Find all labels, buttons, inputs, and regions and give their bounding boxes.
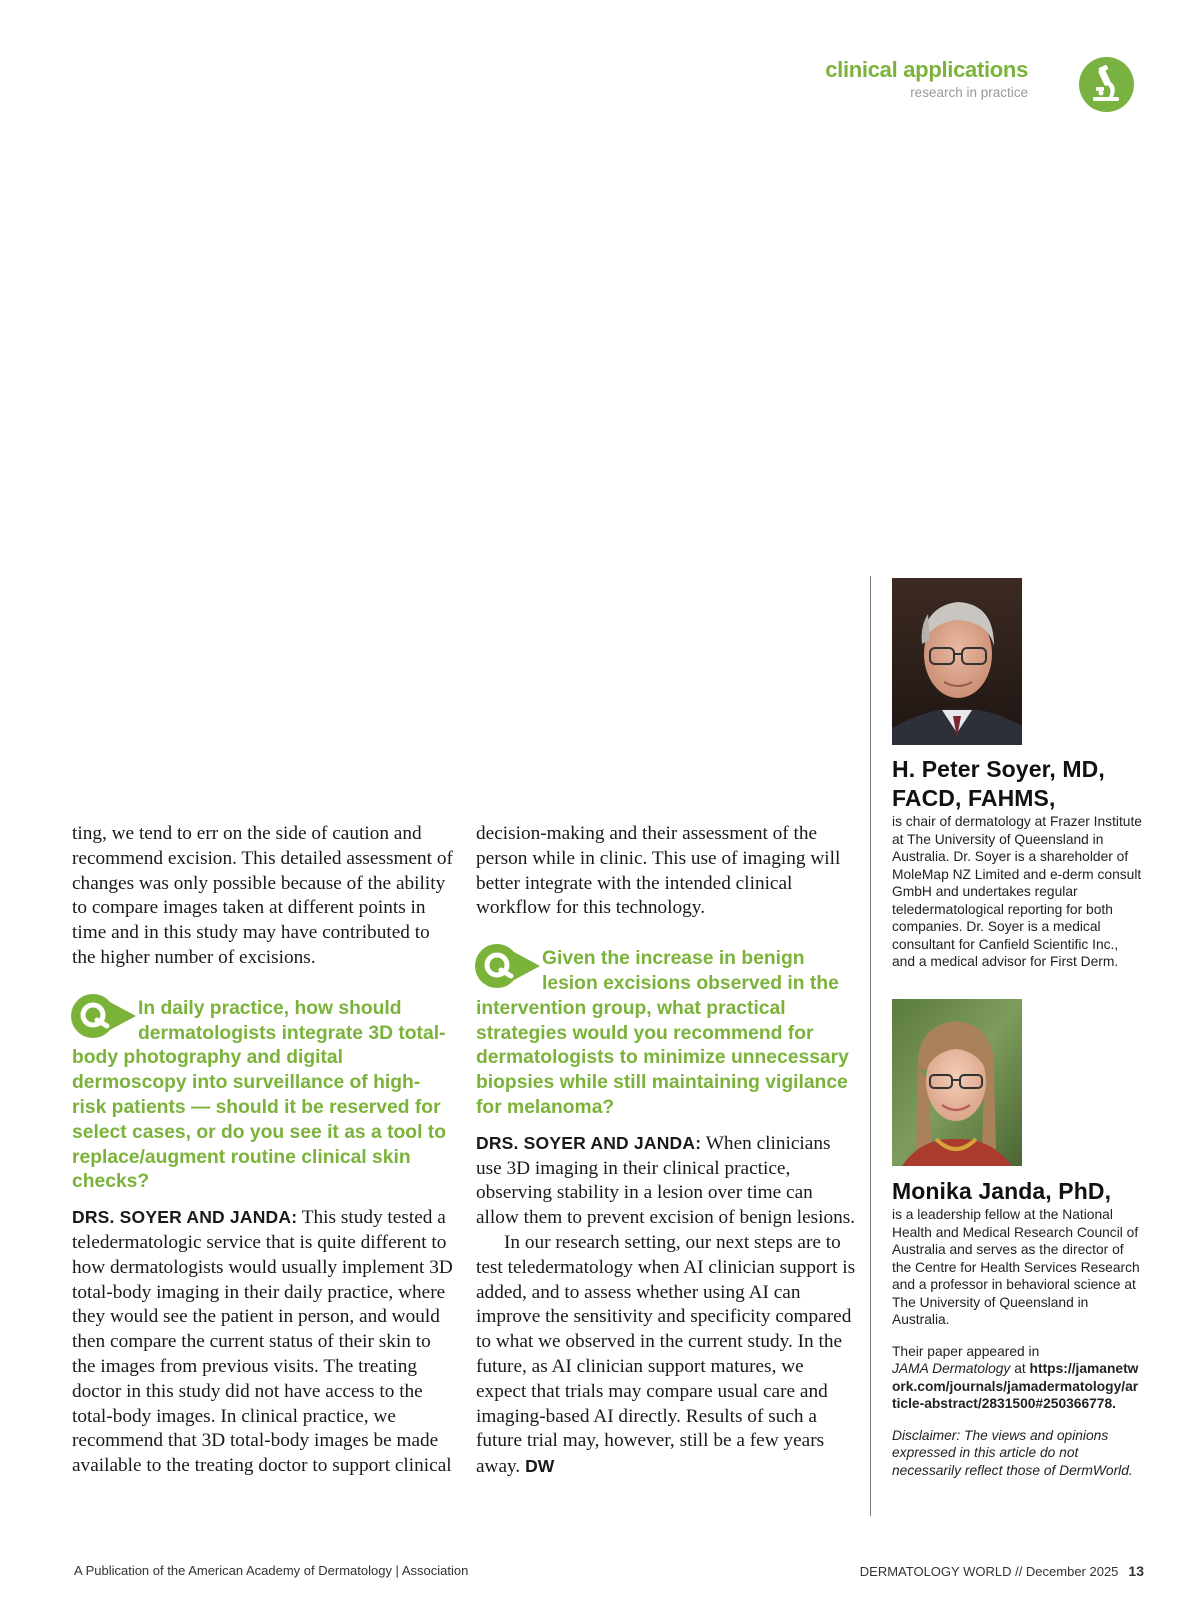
journal-name: JAMA Dermatology [892,1361,1011,1376]
footer-issue [860,1563,1144,1579]
page-number: 13 [1128,1563,1144,1579]
footer-issue-text: DERMATOLOGY WORLD // December 2025 [859,1564,1119,1579]
question-text: Given the increase in benign lesion excisions observed in the intervention group, what practical strategies would you recommend for dermatologists to minimize unnecessary biopsies while still maintaining vigilance for melanoma? [476,948,849,1118]
author-name: H. Peter Soyer, MD, FACD, FAHMS, [892,756,1105,811]
question-block [72,997,454,1195]
answer-text: This study tested a teledermatologic service that is quite different to how dermatologists would usually implement 3D total-body imaging in their daily practice, where they would see the patient in person, and would then compare the current status of their skin to the images from previous visits. The treating doctor in this study did not have access to the total-body images. In clinical practice, we recommend that 3D total-body images be made available to the treating doctor to support clinical [72,1207,453,1477]
next-steps-text: In our research setting, our next steps are to test teledermatology when AI clinician support is added, and to assess whether using AI can improve the sensitivity and specificity compared to what we observed in the current study. In the future, as AI clinician support matures, we expect that trials may compare usual care and imaging-based AI directly. Results of such a future trial may, however, still be a few years away. [476,1231,856,1478]
end-mark: DW [525,1456,555,1477]
paragraph-continued: decision-making and their assessment of the person while in clinic. This use of imaging will better integrate with the intended clinical workflow for this technology. [476,823,841,919]
question-block [476,947,856,1121]
author-description: is chair of dermatology at Frazer Institute at The University of Queensland in Australia. Dr. Soyer is a shareholder of MoleMap NZ Limited and e-derm consult GmbH and undertakes regular teledermatological reporting for both companies. Dr. Soyer is a medical consultant for Canfield Scientific Inc., and a medical advisor for First Derm. [892,814,1142,969]
paper-link[interactable]: https://jamanetwork.com/journals/jamadermatology/article-abstract/2831500#250366778. [892,1361,1139,1411]
paragraph-next-steps [476,1231,856,1480]
answer-lead: DRS. SOYER AND JANDA: [476,1132,702,1153]
author-name: Monika Janda, PhD, [892,1178,1112,1204]
author-bio-soyer [892,755,1142,971]
article-column-1 [72,822,454,1479]
author-description: is a leadership fellow at the National Health and Medical Research Council of Australia and serves as the director of the Centre for Health Services Research and a professor in behavioral science at The University of Queensland in Australia. [892,1207,1140,1327]
q-badge-icon [70,993,136,1039]
article-column-2 [476,822,856,1480]
section-title: clinical applications [825,57,1028,82]
sidebar-divider [870,576,871,1516]
microscope-icon [1079,57,1134,112]
author-photo-soyer [892,578,1022,745]
disclaimer [892,1427,1142,1480]
answer-text: When clinicians use 3D imaging in their clinical practice, observing stability in a lesion over time can allow them to prevent excision of benign lesions. [476,1132,856,1229]
author-photo-janda [892,999,1022,1166]
section-subtitle: research in practice [910,85,1028,100]
q-badge-icon [474,943,540,989]
paragraph-continued: ting, we tend to err on the side of caution and recommend excision. This detailed assessment of changes was only possible because of the ability to compare images taken at different points in time and in this study may have contributed to the higher number of excisions. [72,823,453,968]
author-bio-janda [892,1177,1142,1479]
paper-citation [892,1343,1142,1413]
answer-paragraph [72,1205,454,1479]
citation-at: at [1014,1361,1026,1376]
footer-publication: A Publication of the American Academy of Dermatology | Association [74,1563,469,1578]
section-header [825,56,1028,102]
answer-paragraph [476,1131,856,1231]
answer-lead: DRS. SOYER AND JANDA: [72,1207,298,1228]
citation-prefix: Their paper appeared in [892,1343,1040,1359]
disclaimer-text: Disclaimer: The views and opinions expressed in this article do not necessarily reflect those of DermWorld. [892,1427,1133,1478]
question-text: In daily practice, how should dermatologists integrate 3D total-body photography and digital dermoscopy into surveillance of high-risk patients — should it be reserved for select cases, or do you see it as a tool to replace/augment routine clinical skin checks? [72,997,446,1193]
